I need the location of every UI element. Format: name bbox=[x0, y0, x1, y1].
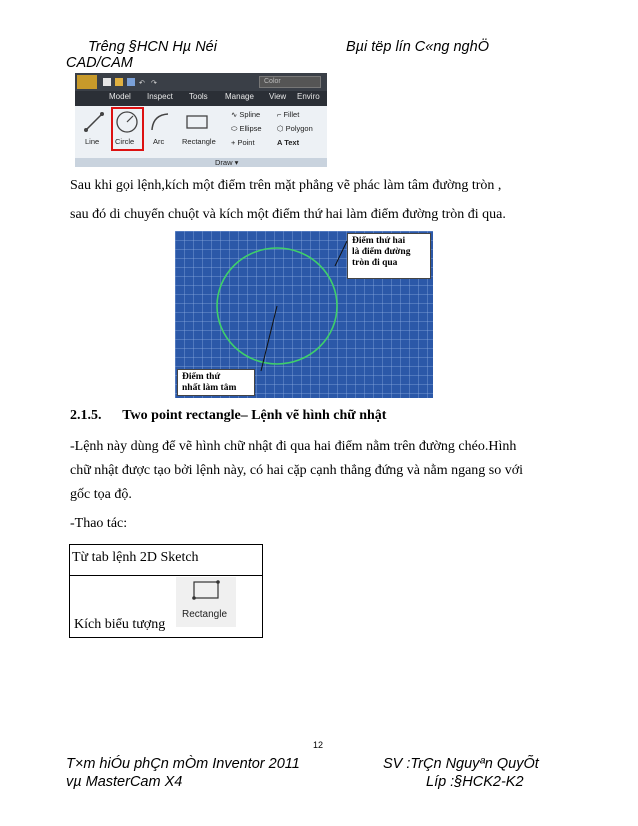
rectangle-command-image bbox=[176, 577, 236, 627]
quick-access-toolbar bbox=[75, 73, 327, 91]
redo-icon: ↷ bbox=[151, 79, 157, 87]
section-number: 2.1.5. bbox=[70, 408, 102, 423]
paragraph-1-line-2: sau đó di chuyển chuột và kích một điểm thứ hai làm điểm đường tròn đi qua. bbox=[70, 207, 506, 222]
draw-panel-label: Draw ▾ bbox=[215, 158, 239, 167]
polygon-tool-label: Polygon bbox=[285, 124, 313, 133]
color-dropdown-label: Color bbox=[264, 78, 281, 85]
tab-model: Model bbox=[109, 92, 131, 101]
circle-tool-label: Circle bbox=[115, 137, 135, 146]
fillet-tool-label: Fillet bbox=[283, 110, 300, 119]
line-tool-icon bbox=[83, 111, 105, 133]
ribbon-tabs bbox=[75, 91, 327, 106]
footer-topic-line-2: vµ MasterCam X4 bbox=[66, 774, 183, 790]
callout-second-point-line-1: Điểm thứ hai bbox=[352, 236, 406, 246]
undo-icon: ↶ bbox=[139, 79, 145, 87]
page-number: 12 bbox=[313, 740, 324, 750]
table-row-1-text: Từ tab lệnh 2D Sketch bbox=[72, 550, 199, 565]
callout-center-point-line-1: Điểm thứ bbox=[182, 372, 221, 382]
rectangle-tool-label: Rectangle bbox=[182, 137, 216, 146]
ellipse-tool-label: Ellipse bbox=[239, 124, 262, 133]
save-icon bbox=[127, 78, 135, 86]
point-tool: + Point bbox=[231, 138, 255, 147]
color-dropdown bbox=[259, 76, 321, 88]
header-cadcam: CAD/CAM bbox=[66, 55, 133, 71]
rectangle-tool-icon bbox=[185, 113, 209, 131]
inventor-ribbon-screenshot bbox=[75, 73, 327, 167]
center-pointer-line bbox=[261, 306, 277, 371]
spline-tool: ∿ Spline bbox=[231, 110, 261, 119]
header-course: Bµi tëp lín C«ng nghÖ bbox=[346, 39, 489, 55]
rectangle-icon-label: Rectangle bbox=[182, 609, 228, 620]
open-file-icon bbox=[115, 78, 123, 86]
second-point-pointer-line bbox=[335, 241, 347, 266]
paragraph-2-line-2: chữ nhật được tạo bởi lệnh này, có hai cặp cạnh thẳng đứng và nằm ngang so với bbox=[70, 463, 524, 478]
callout-second-point-line-3: tròn đi qua bbox=[352, 258, 398, 268]
text-tool: A Text bbox=[277, 138, 300, 147]
tab-tools: Tools bbox=[189, 92, 208, 101]
operation-label: -Thao tác: bbox=[70, 516, 128, 531]
tab-view: View bbox=[269, 92, 287, 101]
section-title: Two point rectangle– Lệnh vẽ hình chữ nhật bbox=[122, 408, 387, 423]
section-heading bbox=[70, 408, 386, 424]
callout-center-point bbox=[177, 369, 255, 396]
table-row bbox=[70, 545, 262, 576]
fillet-tool: ⌐ Fillet bbox=[277, 110, 300, 119]
arc-tool-label: Arc bbox=[153, 137, 165, 146]
paragraph-1-line-1: Sau khi gọi lệnh,kích một điểm trên mặt phẳng vẽ phác làm tâm đường tròn , bbox=[70, 178, 502, 193]
text-tool-label: Text bbox=[284, 138, 300, 147]
paragraph-2-line-1: -Lệnh này dùng để vẽ hình chữ nhật đi qua hai điểm nằm trên đường chéo.Hình bbox=[70, 439, 517, 454]
tab-inspect: Inspect bbox=[147, 92, 173, 101]
tab-environments: Enviro bbox=[297, 92, 320, 101]
footer-student: SV :TrÇn Nguyªn QuyÕt bbox=[383, 756, 539, 772]
footer-topic-line-1: T×m hiÓu phÇn mÒm Inventor 2011 bbox=[66, 756, 300, 772]
circle-sketch-figure bbox=[175, 231, 433, 398]
callout-second-point-line-2: là điểm đường bbox=[352, 247, 411, 257]
header-school: Trêng §HCN Hµ Néi bbox=[88, 39, 217, 55]
polygon-tool: ⬡ Polygon bbox=[277, 124, 313, 133]
point-tool-label: Point bbox=[237, 138, 255, 147]
new-file-icon bbox=[103, 78, 111, 86]
footer-class: Líp :§HCK2-K2 bbox=[426, 774, 524, 790]
draw-panel-footer bbox=[75, 158, 327, 167]
spline-tool-label: Spline bbox=[239, 110, 261, 119]
line-tool-label: Line bbox=[85, 137, 100, 146]
tab-manage: Manage bbox=[225, 92, 254, 101]
paragraph-2-line-3: gốc tọa độ. bbox=[70, 487, 132, 502]
callout-center-point-line-2: nhất làm tâm bbox=[182, 383, 237, 393]
table-row-2-text: Kích biểu tượng bbox=[74, 617, 166, 632]
ellipse-tool: ⬭ Ellipse bbox=[231, 124, 262, 133]
callout-second-point bbox=[347, 233, 431, 279]
arc-tool-icon bbox=[149, 111, 171, 133]
circle-tool-highlight bbox=[111, 107, 144, 151]
app-logo-icon bbox=[77, 75, 97, 89]
